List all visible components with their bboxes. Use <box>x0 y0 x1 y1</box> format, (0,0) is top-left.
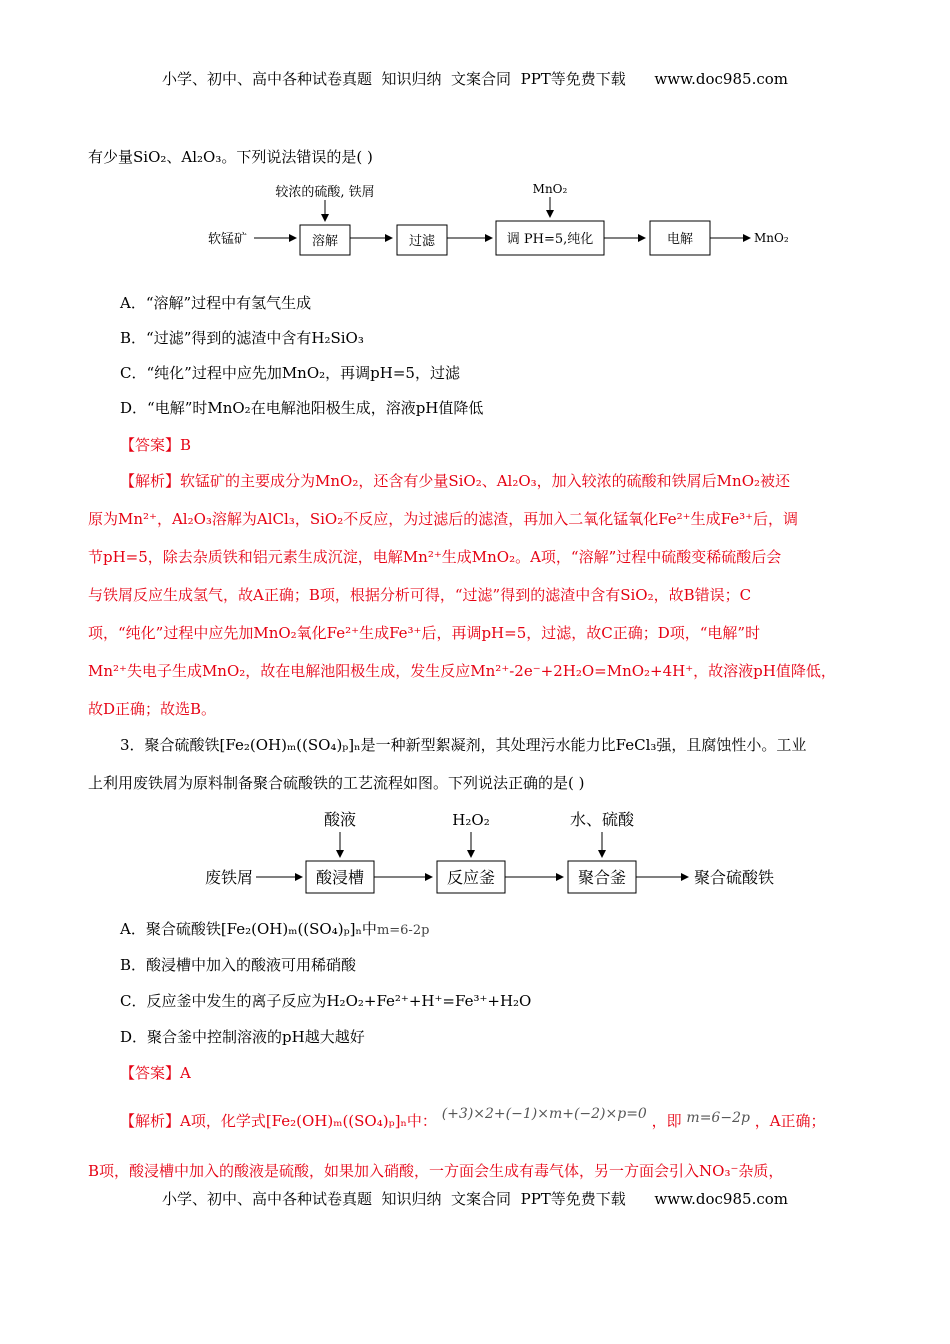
q3-analysis-1b: ，即 <box>651 1112 682 1130</box>
q3-flow-box1-label: 酸浸槽 <box>315 868 365 887</box>
page-header: 小学、初中、高中各种试卷真题 知识归纳 文案合同 PPT等免费下载 www.doc985.com <box>161 70 788 88</box>
q3-flow-box2-label: 反应釜 <box>446 868 496 887</box>
q3-stem-line-1: 3．聚合硫酸铁[Fe₂(OH)ₘ((SO₄)ₚ]ₙ是一种新型絮凝剂，其处理污水能力比FeCl₃强，且腐蚀性小。工业 <box>120 736 807 754</box>
q2-option-a: A．“溶解”过程中有氢气生成 <box>120 294 312 312</box>
q2-analysis-line-4: 与铁屑反应生成氢气，故A正确；B项，根据分析可得，“过滤”得到的滤渣中含有SiO₂，故B错误；C <box>88 586 752 604</box>
q3-analysis-1a: 【解析】A项，化学式[Fe₂(OH)ₘ((SO₄)ₚ]ₙ中： <box>120 1112 437 1130</box>
q3-flow-output: 聚合硫酸铁 <box>694 868 775 887</box>
q2-analysis-line-5: 项，“纯化”过程中应先加MnO₂氧化Fe²⁺生成Fe³⁺后，再调pH=5，过滤，故C正确；D项，“电解”时 <box>88 624 761 642</box>
q3-flow-input3: 水、硫酸 <box>569 810 635 829</box>
q2-flow-raw: 软锰矿 <box>208 232 248 247</box>
q3-analysis-1c: ，A正确； <box>754 1112 826 1130</box>
q2-flow-box4-label: 电解 <box>666 232 694 247</box>
q3-flow-input2: H₂O₂ <box>452 811 490 829</box>
q3-analysis-math-2: m=6−2p <box>686 1110 750 1126</box>
q2-analysis-line-3: 节pH=5，除去杂质铁和铝元素生成沉淀，电解Mn²⁺生成MnO₂。A项，“溶解”过程中硫酸变稀硫酸后会 <box>88 548 782 566</box>
q3-flow-raw: 废铁屑 <box>205 868 254 887</box>
page-footer: 小学、初中、高中各种试卷真题 知识归纳 文案合同 PPT等免费下载 www.doc985.com <box>161 1190 788 1208</box>
q3-flow-box3-label: 聚合釜 <box>577 868 627 887</box>
q3-option-c: C．反应釜中发生的离子反应为H₂O₂+Fe²⁺+H⁺=Fe³⁺+H₂O <box>120 992 532 1010</box>
q2-option-d: D．“电解”时MnO₂在电解池阳极生成，溶液pH值降低 <box>120 399 484 417</box>
q3-flow-input1: 酸液 <box>323 810 357 829</box>
q2-analysis-line-2: 原为Mn²⁺，Al₂O₃溶解为AlCl₃，SiO₂不反应，为过滤后的滤渣，再加入二氧化锰氧化Fe²⁺生成Fe³⁺后，调 <box>88 510 798 528</box>
q3-option-a-math: m=6-2p <box>376 923 430 938</box>
q2-analysis-line-7: 故D正确；故选B。 <box>88 700 217 718</box>
q3-option-a <box>120 918 429 942</box>
q2-stem-end: 有少量SiO₂、Al₂O₃。下列说法错误的是( ) <box>88 148 373 166</box>
q2-answer: 【答案】B <box>120 436 192 454</box>
q3-option-d: D．聚合釜中控制溶液的pH越大越好 <box>120 1028 365 1046</box>
q2-flow-input1: 较浓的硫酸, 铁屑 <box>275 185 375 200</box>
q2-flow-output: MnO₂ <box>754 231 789 245</box>
q3-analysis-line-2: B项，酸浸槽中加入的酸液是硫酸，如果加入硝酸，一方面会生成有毒气体，另一方面会引入NO₃⁻杂质， <box>88 1162 784 1180</box>
q2-flow-box1-label: 溶解 <box>311 234 339 249</box>
q2-flow-box2-label: 过滤 <box>408 234 436 249</box>
q2-analysis-line-6: Mn²⁺失电子生成MnO₂，故在电解池阳极生成，发生反应Mn²⁺-2e⁻+2H₂O=MnO₂+4H⁺，故溶液pH值降低， <box>88 662 836 680</box>
q2-option-c: C．“纯化”过程中应先加MnO₂，再调pH=5，过滤 <box>120 364 460 382</box>
q2-flow-box3-label: 调 PH=5,纯化 <box>506 232 594 247</box>
q2-analysis-line-1: 【解析】软锰矿的主要成分为MnO₂，还含有少量SiO₂、Al₂O₃，加入较浓的硫酸和铁屑后MnO₂被还 <box>120 472 791 490</box>
q3-stem-line-2: 上利用废铁屑为原料制备聚合硫酸铁的工艺流程如图。下列说法正确的是( ) <box>88 774 585 792</box>
q3-analysis-math-1: (+3)×2+(−1)×m+(−2)×p=0 <box>441 1106 647 1122</box>
q3-answer: 【答案】A <box>120 1064 191 1082</box>
q2-flow-input2: MnO₂ <box>532 182 568 196</box>
q2-option-b: B．“过滤”得到的滤渣中含有H₂SiO₃ <box>120 329 364 347</box>
q3-option-a-text: A．聚合硫酸铁[Fe₂(OH)ₘ((SO₄)ₚ]ₙ中 <box>120 920 377 938</box>
q3-option-b: B．酸浸槽中加入的酸液可用稀硝酸 <box>120 956 357 974</box>
q3-analysis-line-1 <box>120 1106 826 1133</box>
